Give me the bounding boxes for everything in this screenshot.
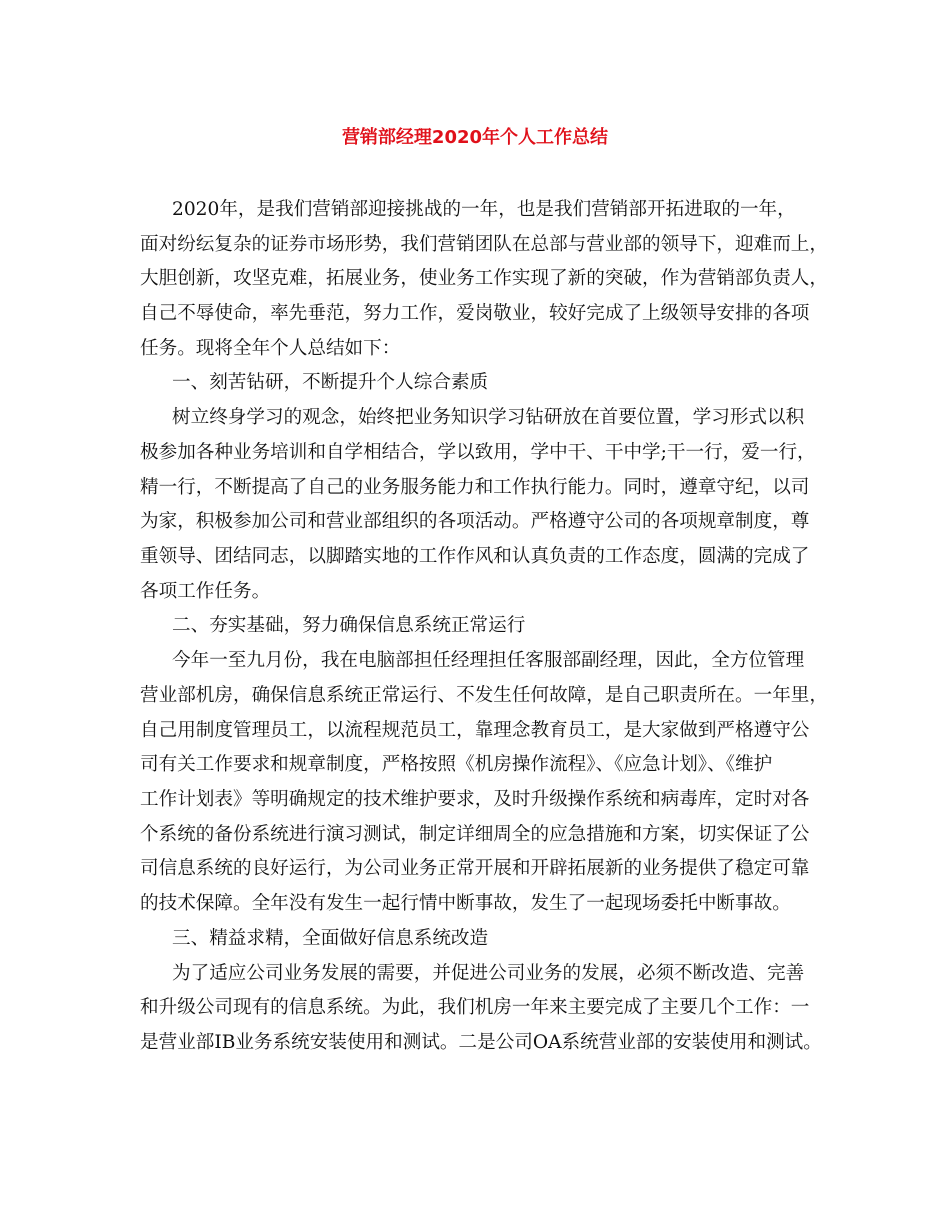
paragraph-line: 大胆创新，攻坚克难，拓展业务，使业务工作实现了新的突破，作为营销部负责人， [140,268,828,289]
section-heading: 二、夯实基础，努力确保信息系统正常运行 [172,615,526,636]
paragraph-line: 任务。现将全年个人总结如下： [140,338,401,359]
paragraph-line: 个系统的备份系统进行演习测试，制定详细周全的应急措施和方案，切实保证了公 [140,824,810,845]
paragraph-line: 重领导、团结同志，以脚踏实地的工作作风和认真负责的工作态度，圆满的完成了 [140,546,810,567]
paragraph-line: 各项工作任务。 [140,581,271,602]
paragraph-line: 和升级公司现有的信息系统。为此，我们机房一年来主要完成了主要几个工作：一 [140,997,810,1018]
paragraph-line: 司信息系统的良好运行，为公司业务正常开展和开辟拓展新的业务提供了稳定可靠 [140,858,810,879]
paragraph-line: 面对纷纭复杂的证券市场形势，我们营销团队在总部与营业部的领导下，迎难而上， [140,234,828,255]
paragraph-line: 自己用制度管理员工，以流程规范员工，靠理念教育员工，是大家做到严格遵守公 [140,720,810,741]
paragraph-line: 今年一至九月份，我在电脑部担任经理担任客服部副经理，因此，全方位管理 [172,650,805,671]
paragraph-line: 极参加各种业务培训和自学相结合，学以致用，学中干、干中学;干一行，爱一行， [140,442,816,463]
document-title: 营销部经理2020年个人工作总结 [341,127,609,148]
paragraph-line: 营业部机房，确保信息系统正常运行、不发生任何故障，是自己职责所在。一年里， [140,685,828,706]
paragraph-line: 的技术保障。全年没有发生一起行情中断事故，发生了一起现场委托中断事故。 [140,893,791,914]
section-heading: 三、精益求精，全面做好信息系统改造 [172,928,489,949]
paragraph-line: 为家，积极参加公司和营业部组织的各项活动。严格遵守公司的各项规章制度，尊 [140,511,810,532]
paragraph-line: 2020年，是我们营销部迎接挑战的一年，也是我们营销部开拓进取的一年， [172,199,796,220]
paragraph-line: 自己不辱使命，率先垂范，努力工作，爱岗敬业，较好完成了上级领导安排的各项 [140,303,810,324]
paragraph-line: 是营业部IB业务系统安装使用和测试。二是公司OA系统营业部的安装使用和测试。 [140,1032,822,1053]
paragraph-line: 工作计划表》等明确规定的技术维护要求，及时升级操作系统和病毒库，定时对各 [140,789,810,810]
paragraph-line: 司有关工作要求和规章制度，严格按照《机房操作流程》、《应急计划》、《维护 [140,754,773,775]
paragraph-line: 为了适应公司业务发展的需要，并促进公司业务的发展，必须不断改造、完善 [172,963,805,984]
paragraph-line: 精一行，不断提高了自己的业务服务能力和工作执行能力。同时，遵章守纪，以司 [140,477,810,498]
paragraph-line: 树立终身学习的观念，始终把业务知识学习钻研放在首要位置，学习形式以积 [172,407,805,428]
section-heading: 一、刻苦钻研，不断提升个人综合素质 [172,372,489,393]
